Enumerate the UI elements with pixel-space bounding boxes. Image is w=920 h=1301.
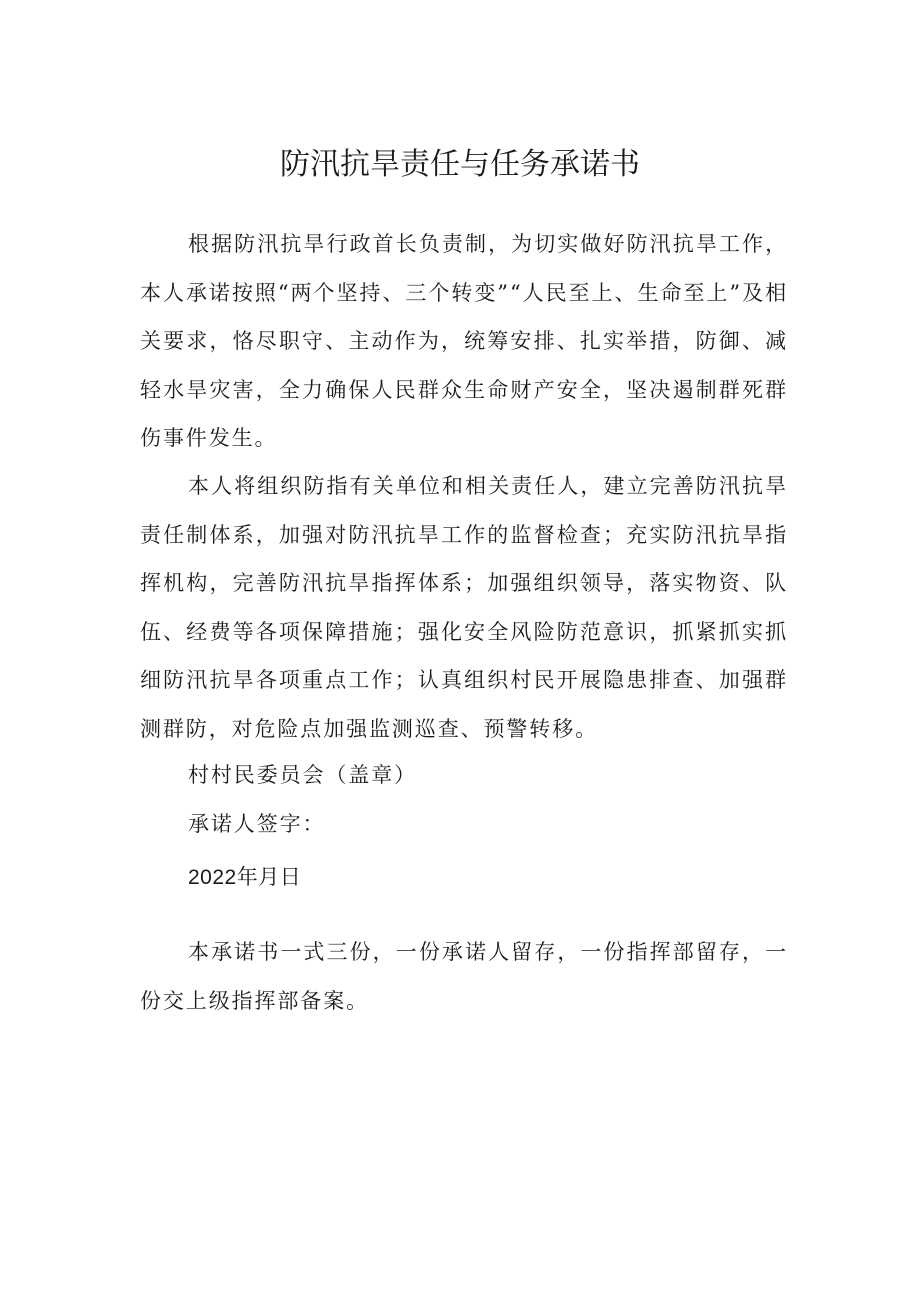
paragraph-responsibility: 根据防汛抗旱行政首长负责制，为切实做好防汛抗旱工作，本人承诺按照“两个坚持、三个转变”“人民至上、生命至上”及相关要求，恪尽职守、主动作为，统筹安排、扎实举措，防御、减轻水旱灾害，全力确保人民群众生命财产安全，坚决遏制群死群伤事件发生。 <box>140 232 788 450</box>
footnote-copies: 本承诺书一式三份，一份承诺人留存，一份指挥部留存，一份交上级指挥部备案。 <box>140 940 788 1013</box>
signature-line: 承诺人签字： <box>188 812 326 836</box>
stamp-line: 村村民委员会（盖章） <box>188 763 417 787</box>
document-title: 防汛抗旱责任与任务承诺书 <box>280 147 640 182</box>
date-line: 2022年月日 <box>188 866 302 889</box>
paragraph-tasks: 本人将组织防指有关单位和相关责任人，建立完善防汛抗旱责任制体系，加强对防汛抗旱工作的监督检查；充实防汛抗旱指挥机构，完善防汛抗旱指挥体系；加强组织领导，落实物资、队伍、经费等各项保障措施；强化安全风险防范意识，抓紧抓实抓细防汛抗旱各项重点工作；认真组织村民开展隐患排查、加强群测群防，对危险点加强监测巡查、预警转移。 <box>140 474 788 741</box>
